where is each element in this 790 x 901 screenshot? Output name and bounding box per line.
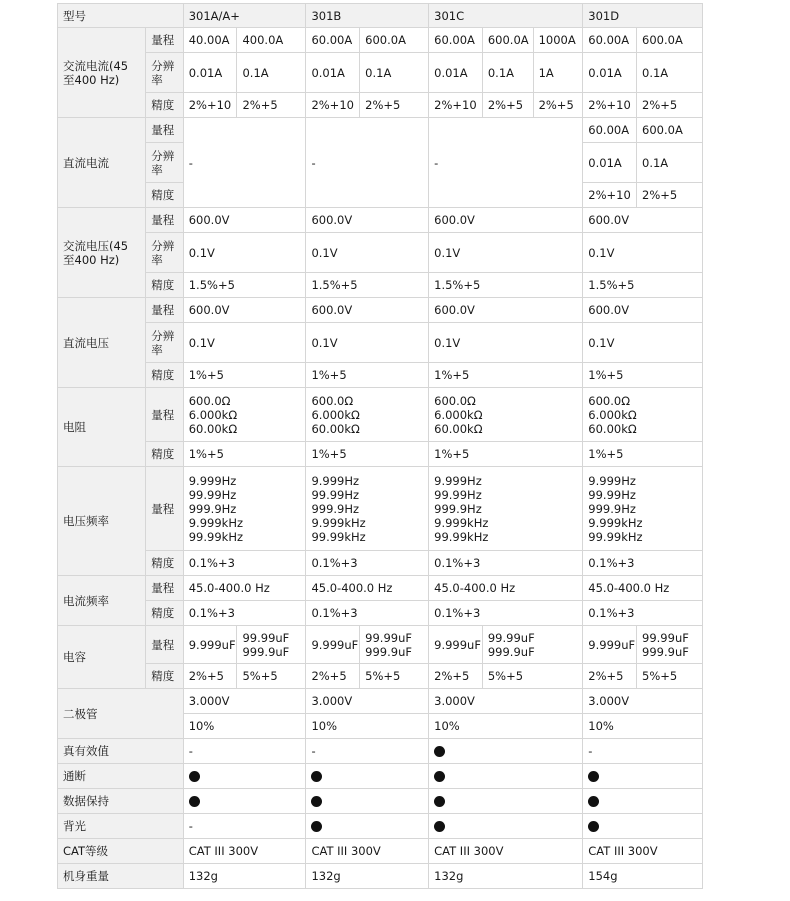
cell [306, 789, 429, 814]
line: 99.99kHz [311, 529, 366, 544]
sub-label: 精度 [146, 93, 184, 118]
cell: 3.000V [183, 689, 306, 714]
volt-freq-label: 电压频率 [58, 467, 146, 576]
cell: 0.01A [583, 53, 637, 93]
cell: 9.999uF [183, 626, 237, 664]
cell: 0.1A [482, 53, 533, 93]
sub-label: 精度 [146, 664, 184, 689]
curr-freq-range-row [58, 576, 703, 601]
line: 999.9uF [642, 644, 689, 659]
spec-table [57, 3, 703, 889]
cell: 0.01A [306, 53, 360, 93]
cell: 1.5%+5 [429, 273, 583, 298]
line: 99.99kHz [588, 529, 643, 544]
cell: 0.1%+3 [429, 601, 583, 626]
cell: 0.1%+3 [183, 601, 306, 626]
cell: 0.1%+3 [306, 601, 429, 626]
line: 999.9uF [487, 644, 535, 659]
line: 9.999Hz [188, 473, 237, 488]
sub-label: 精度 [146, 601, 184, 626]
cell: 1%+5 [306, 363, 429, 388]
cell: 0.1%+3 [583, 601, 703, 626]
cell: 5%+5 [637, 664, 703, 689]
sub-label: 精度 [146, 363, 184, 388]
resistance-label: 电阻 [58, 388, 146, 467]
ac-current-acc-row [58, 93, 703, 118]
line: 9.999kHz [434, 515, 489, 530]
dc-voltage-range-row [58, 298, 703, 323]
weight-label: 机身重量 [58, 864, 184, 889]
ac-voltage-res-row [58, 233, 703, 273]
cell: 0.1V [429, 233, 583, 273]
cell: 9.999uF [583, 626, 637, 664]
line: 60.00kΩ [588, 421, 637, 436]
cell: 9.999uF [306, 626, 360, 664]
cell: 2%+5 [637, 183, 703, 208]
cell: 600.0V [429, 208, 583, 233]
cell: 0.1V [183, 323, 306, 363]
cell: 0.1%+3 [306, 551, 429, 576]
cell [583, 789, 703, 814]
cell [583, 814, 703, 839]
sub-label: 量程 [146, 28, 184, 53]
cell: - [429, 118, 583, 208]
sub-label: 量程 [146, 298, 184, 323]
line: 99.99Hz [311, 487, 360, 502]
cell: 0.1A [360, 53, 429, 93]
line: 99.99Hz [188, 487, 237, 502]
curr-freq-acc-row [58, 601, 703, 626]
line: 99.99kHz [434, 529, 489, 544]
supported-dot-icon [434, 771, 445, 782]
cell [429, 388, 583, 442]
sub-label: 精度 [146, 273, 184, 298]
cap-acc-row [58, 664, 703, 689]
dc-current-range-row [58, 118, 703, 143]
cell: 1%+5 [583, 363, 703, 388]
cell: 9.999uF [429, 626, 483, 664]
cell: 2%+10 [429, 93, 483, 118]
cell [429, 789, 583, 814]
cell: 10% [583, 714, 703, 739]
cell [429, 814, 583, 839]
line: 9.999kHz [188, 515, 243, 530]
cell: 0.1V [306, 233, 429, 273]
cell [583, 764, 703, 789]
continuity-row [58, 764, 703, 789]
cell: 0.1A [637, 53, 703, 93]
supported-dot-icon [588, 821, 599, 832]
cell [306, 388, 429, 442]
cell: 0.1V [429, 323, 583, 363]
cell [482, 626, 582, 664]
cell: - [306, 118, 429, 208]
ac-voltage-acc-row [58, 273, 703, 298]
cell: 2%+5 [183, 664, 237, 689]
cell [183, 388, 306, 442]
line: 9.999kHz [311, 515, 366, 530]
sub-label: 量程 [146, 576, 184, 601]
line: 600.0Ω [188, 393, 231, 408]
cell: - [183, 739, 306, 764]
cell [183, 789, 306, 814]
cell: 0.01A [583, 143, 637, 183]
supported-dot-icon [588, 796, 599, 807]
cell: 5%+5 [482, 664, 582, 689]
cell: 0.1V [583, 323, 703, 363]
cell: 1000A [533, 28, 583, 53]
trms-label: 真有效值 [58, 739, 184, 764]
cell: 5%+5 [360, 664, 429, 689]
ac-current-label: 交流电流(45至400 Hz) [58, 28, 146, 118]
cell [306, 814, 429, 839]
line: 999.9Hz [434, 501, 482, 516]
cell: 1%+5 [429, 363, 583, 388]
cell [306, 467, 429, 551]
ac-current-range-row [58, 28, 703, 53]
sub-label: 分辨率 [146, 323, 184, 363]
cell: 154g [583, 864, 703, 889]
line: 99.99uF [365, 630, 412, 645]
backlight-label: 背光 [58, 814, 184, 839]
cell: 0.01A [429, 53, 483, 93]
cell: CAT III 300V [583, 839, 703, 864]
cell: 0.1%+3 [429, 551, 583, 576]
cell: 60.00A [429, 28, 483, 53]
cell: 1%+5 [183, 363, 306, 388]
cell: 60.00A [583, 28, 637, 53]
cell: 40.00A [183, 28, 237, 53]
line: 999.9Hz [188, 501, 237, 516]
model-label: 型号 [58, 4, 184, 28]
sub-label: 量程 [146, 118, 184, 143]
line: 60.00kΩ [311, 421, 360, 436]
cell: 0.01A [183, 53, 237, 93]
dc-voltage-res-row [58, 323, 703, 363]
sub-label: 分辨率 [146, 53, 184, 93]
supported-dot-icon [434, 821, 445, 832]
line: 9.999kHz [588, 515, 643, 530]
cell [237, 626, 306, 664]
cell [583, 467, 703, 551]
cell: 1.5%+5 [306, 273, 429, 298]
cell: 2%+10 [306, 93, 360, 118]
cell: 45.0-400.0 Hz [429, 576, 583, 601]
backlight-row [58, 814, 703, 839]
sub-label: 量程 [146, 388, 184, 442]
line: 999.9uF [365, 644, 412, 659]
cell: 132g [306, 864, 429, 889]
cell: 2%+5 [429, 664, 483, 689]
line: 6.000kΩ [588, 407, 637, 422]
cell: 600.0V [306, 298, 429, 323]
cell: 600.0V [583, 298, 703, 323]
cat-row [58, 839, 703, 864]
line: 999.9Hz [311, 501, 360, 516]
cell: 45.0-400.0 Hz [583, 576, 703, 601]
cell [583, 388, 703, 442]
cell: 10% [429, 714, 583, 739]
cell: 600.0V [583, 208, 703, 233]
cell: 10% [183, 714, 306, 739]
model-301b: 301B [306, 4, 429, 28]
weight-row [58, 864, 703, 889]
supported-dot-icon [588, 771, 599, 782]
line: 9.999Hz [311, 473, 360, 488]
dc-voltage-acc-row [58, 363, 703, 388]
curr-freq-label: 电流频率 [58, 576, 146, 626]
cell: 400.0A [237, 28, 306, 53]
cell: 1%+5 [306, 442, 429, 467]
sub-label: 精度 [146, 551, 184, 576]
diode-range-row [58, 689, 703, 714]
cell: CAT III 300V [306, 839, 429, 864]
cell: - [183, 814, 306, 839]
ac-current-res-row [58, 53, 703, 93]
header-row [58, 4, 703, 28]
cell: 3.000V [429, 689, 583, 714]
ac-voltage-range-row [58, 208, 703, 233]
cell [429, 739, 583, 764]
cell: 2%+5 [306, 664, 360, 689]
cell: 600.0V [306, 208, 429, 233]
cell: 2%+5 [237, 93, 306, 118]
line: 6.000kΩ [188, 407, 238, 422]
cell: 60.00A [306, 28, 360, 53]
cell: 1%+5 [429, 442, 583, 467]
cell: 45.0-400.0 Hz [183, 576, 306, 601]
cell: CAT III 300V [183, 839, 306, 864]
resistance-range-row [58, 388, 703, 442]
cell: CAT III 300V [429, 839, 583, 864]
cell: 3.000V [583, 689, 703, 714]
supported-dot-icon [189, 771, 200, 782]
sub-label: 分辨率 [146, 233, 184, 273]
supported-dot-icon [189, 796, 200, 807]
data-hold-row [58, 789, 703, 814]
cell: 1%+5 [183, 442, 306, 467]
line: 9.999Hz [588, 473, 636, 488]
cell: 1.5%+5 [183, 273, 306, 298]
cell: 0.1%+3 [583, 551, 703, 576]
cell: 45.0-400.0 Hz [306, 576, 429, 601]
cell: 600.0V [183, 298, 306, 323]
cell: 600.0A [360, 28, 429, 53]
cell: 10% [306, 714, 429, 739]
ac-voltage-label: 交流电压(45至400 Hz) [58, 208, 146, 298]
continuity-label: 通断 [58, 764, 184, 789]
sub-label: 量程 [146, 208, 184, 233]
line: 99.99uF [242, 630, 290, 645]
cell: 600.0V [429, 298, 583, 323]
cell: 2%+10 [183, 93, 237, 118]
data-hold-label: 数据保持 [58, 789, 184, 814]
cell [360, 626, 429, 664]
cell: - [306, 739, 429, 764]
cap-range-row [58, 626, 703, 664]
cell: 0.1A [237, 53, 306, 93]
supported-dot-icon [434, 746, 445, 757]
supported-dot-icon [434, 796, 445, 807]
line: 600.0Ω [588, 393, 630, 408]
line: 99.99kHz [188, 529, 243, 544]
model-301d: 301D [583, 4, 703, 28]
sub-label: 量程 [146, 626, 184, 664]
line: 99.99uF [487, 630, 535, 645]
volt-freq-acc-row [58, 551, 703, 576]
trms-row [58, 739, 703, 764]
line: 9.999Hz [434, 473, 482, 488]
cell: 600.0A [637, 28, 703, 53]
cell: 2%+5 [637, 93, 703, 118]
cell: 1.5%+5 [583, 273, 703, 298]
cell: 0.1A [637, 143, 703, 183]
line: 99.99uF [642, 630, 689, 645]
line: 60.00kΩ [188, 421, 238, 436]
cell [429, 467, 583, 551]
cell: 1%+5 [583, 442, 703, 467]
line: 999.9uF [242, 644, 290, 659]
supported-dot-icon [311, 796, 322, 807]
dc-voltage-label: 直流电压 [58, 298, 146, 388]
sub-label: 量程 [146, 467, 184, 551]
cell: 600.0A [637, 118, 703, 143]
line: 60.00kΩ [434, 421, 483, 436]
cell: 2%+10 [583, 183, 637, 208]
line: 6.000kΩ [311, 407, 360, 422]
cell [637, 626, 703, 664]
cat-label: CAT等级 [58, 839, 184, 864]
resistance-acc-row [58, 442, 703, 467]
model-301c: 301C [429, 4, 583, 28]
sub-label: 分辨率 [146, 143, 184, 183]
cell: - [583, 739, 703, 764]
cell: 0.1V [306, 323, 429, 363]
cell [306, 764, 429, 789]
cell: 600.0A [482, 28, 533, 53]
line: 600.0Ω [434, 393, 476, 408]
cell: 600.0V [183, 208, 306, 233]
cell: 2%+5 [360, 93, 429, 118]
cell: 1A [533, 53, 583, 93]
cell: 3.000V [306, 689, 429, 714]
sub-label: 精度 [146, 183, 184, 208]
cell: 2%+10 [583, 93, 637, 118]
cell: 0.1%+3 [183, 551, 306, 576]
supported-dot-icon [311, 771, 322, 782]
cell: 2%+5 [583, 664, 637, 689]
cell: 60.00A [583, 118, 637, 143]
cell: 0.1V [583, 233, 703, 273]
supported-dot-icon [311, 821, 322, 832]
cell [183, 467, 306, 551]
cell: - [183, 118, 306, 208]
line: 600.0Ω [311, 393, 354, 408]
volt-freq-range-row [58, 467, 703, 551]
cell: 5%+5 [237, 664, 306, 689]
cell: 132g [429, 864, 583, 889]
line: 6.000kΩ [434, 407, 483, 422]
line: 99.99Hz [434, 487, 482, 502]
sub-label: 精度 [146, 442, 184, 467]
cap-label: 电容 [58, 626, 146, 689]
cell: 2%+5 [482, 93, 533, 118]
line: 999.9Hz [588, 501, 636, 516]
cell [183, 764, 306, 789]
line: 99.99Hz [588, 487, 636, 502]
diode-label: 二极管 [58, 689, 184, 739]
cell: 132g [183, 864, 306, 889]
model-301a: 301A/A+ [183, 4, 306, 28]
dc-current-label: 直流电流 [58, 118, 146, 208]
cell: 0.1V [183, 233, 306, 273]
cell [429, 764, 583, 789]
cell: 2%+5 [533, 93, 583, 118]
